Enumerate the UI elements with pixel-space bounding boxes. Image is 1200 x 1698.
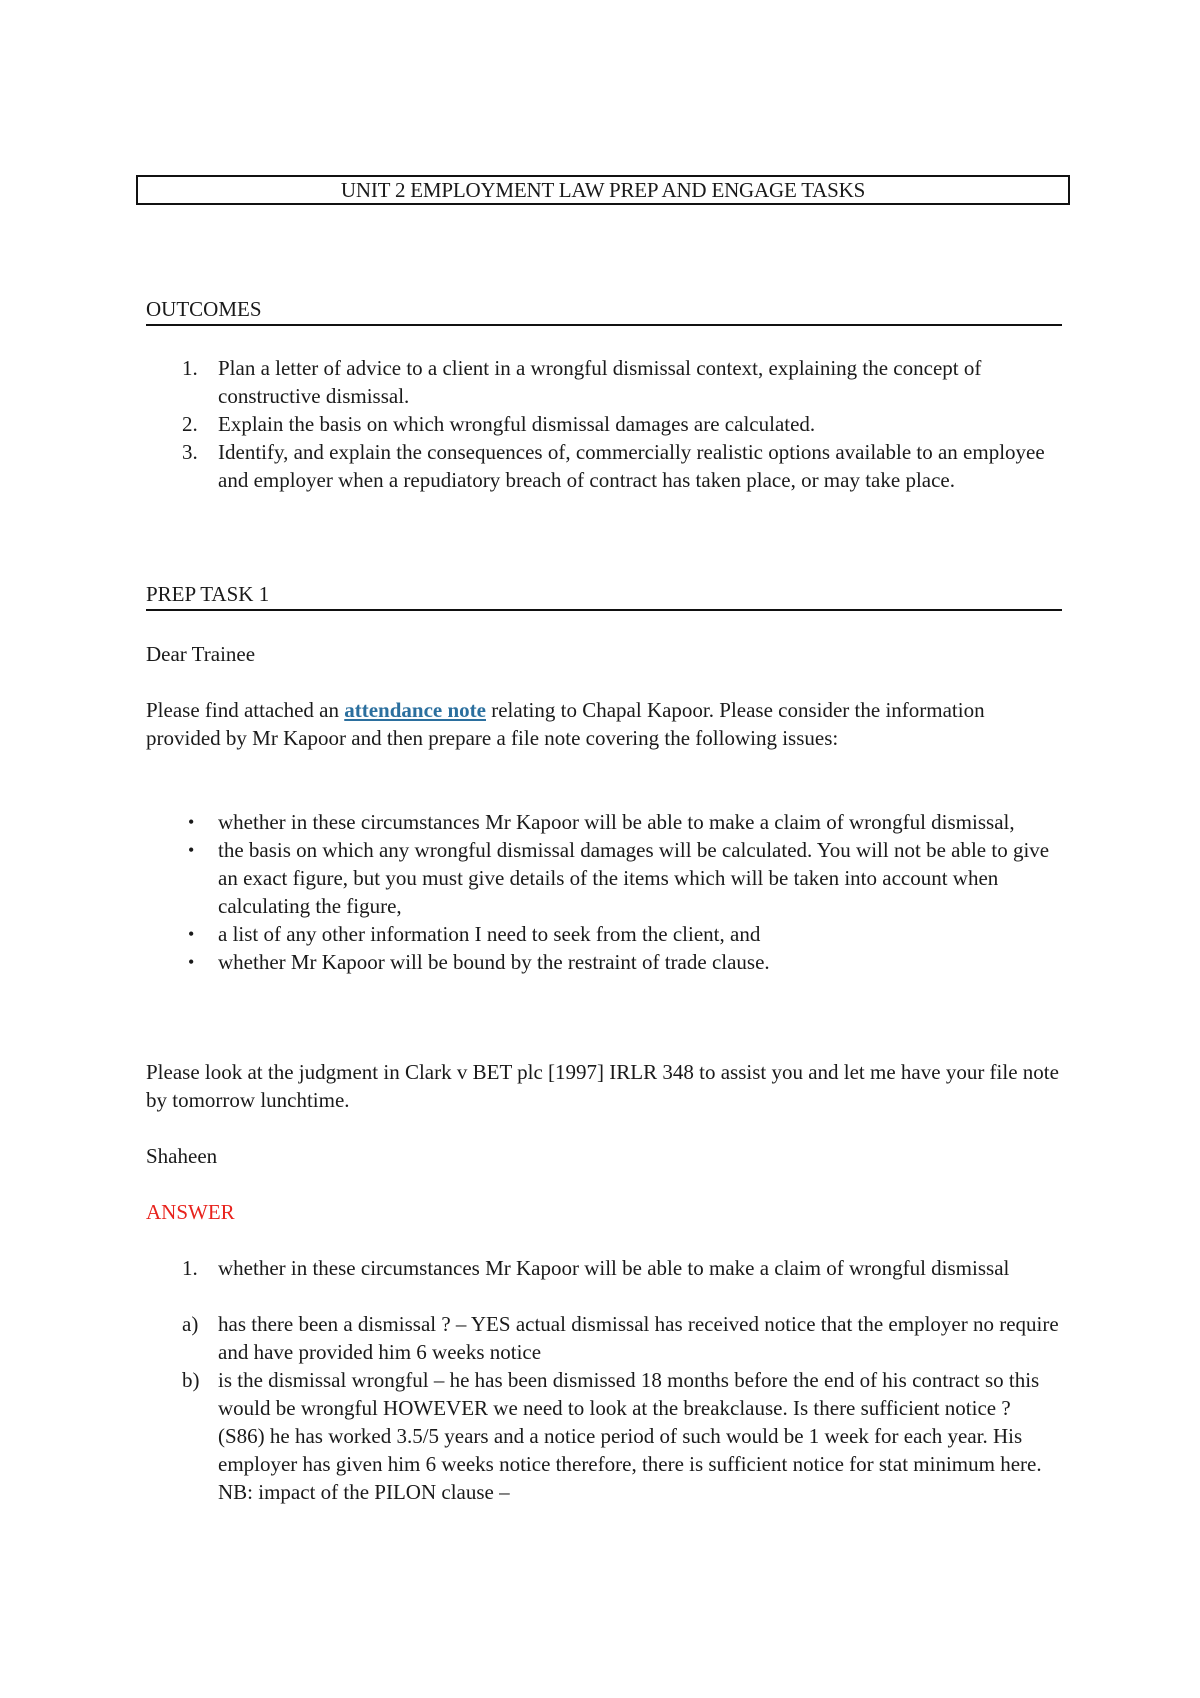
answer-subitem-text: is the dismissal wrongful – he has been dismissed 18 months before the end of his contract so this would be wrongful HOWEVER we need to look at the breakclause. Is there sufficient notice ? (S86) he has worked 3.5/5 years and a notice period of such would be 1 week for each year. His employer has given him 6 weeks notice therefore, there is sufficient notice for stat minimum here. NB: impact of the PILON clause – xyxy=(218,1368,1042,1504)
outcome-item xyxy=(146,354,1062,410)
issues-list xyxy=(146,808,1062,976)
issue-item xyxy=(146,836,1062,920)
salutation: Dear Trainee xyxy=(146,642,256,666)
issue-item xyxy=(146,920,1062,948)
list-marker: 1. xyxy=(182,356,198,380)
outcome-text: Identify, and explain the consequences of, commercially realistic options available to an employee and employer when a repudiatory breach of contract has taken place, or may take place. xyxy=(218,440,1045,492)
issue-item xyxy=(146,808,1062,836)
issue-text: whether in these circumstances Mr Kapoor will be able to make a claim of wrongful dismissal, xyxy=(218,810,1015,834)
answer-subitem xyxy=(146,1366,1062,1506)
bullet-marker: • xyxy=(188,924,195,944)
answer-numbered-list xyxy=(146,1254,1062,1282)
list-marker: a) xyxy=(182,1312,199,1336)
intro-paragraph xyxy=(146,696,1062,752)
outcome-item xyxy=(146,410,1062,438)
closing-paragraph: Please look at the judgment in Clark v BET plc [1997] IRLR 348 to assist you and let me have your file note by tomorrow lunchtime. xyxy=(146,1060,1059,1112)
bullet-marker: • xyxy=(188,952,195,972)
intro-text-after: relating to Chapal Kapoor. Please consider the information provided by Mr Kapoor and then prepare a file note covering the following issues: xyxy=(146,698,985,750)
document-title: UNIT 2 EMPLOYMENT LAW PREP AND ENGAGE TASKS xyxy=(136,175,1070,205)
outcomes-list xyxy=(146,354,1062,494)
answer-heading: ANSWER xyxy=(146,1200,235,1224)
answer-subitem-text: has there been a dismissal ? – YES actual dismissal has received notice that the employer no require and have provided him 6 weeks notice xyxy=(218,1312,1059,1364)
outcomes-heading: OUTCOMES xyxy=(146,295,1062,326)
list-marker: 2. xyxy=(182,412,198,436)
intro-text-before: Please find attached an xyxy=(146,698,345,722)
issue-text: whether Mr Kapoor will be bound by the restraint of trade clause. xyxy=(218,950,770,974)
outcome-item xyxy=(146,438,1062,494)
answer-lettered-list xyxy=(146,1310,1062,1506)
bullet-marker: • xyxy=(188,812,195,832)
attendance-note-link[interactable]: attendance note xyxy=(344,698,486,722)
list-marker: 3. xyxy=(182,440,198,464)
answer-item xyxy=(146,1254,1062,1282)
signature: Shaheen xyxy=(146,1144,218,1168)
answer-item-text: whether in these circumstances Mr Kapoor will be able to make a claim of wrongful dismissal xyxy=(218,1256,1010,1280)
issue-item xyxy=(146,948,1062,976)
issue-text: the basis on which any wrongful dismissal damages will be calculated. You will not be able to give an exact figure, but you must give details of the items which will be taken into account when calculating the figure, xyxy=(218,838,1050,918)
list-marker: 1. xyxy=(182,1256,198,1280)
outcome-text: Plan a letter of advice to a client in a wrongful dismissal context, explaining the concept of constructive dismissal. xyxy=(218,356,982,408)
bullet-marker: • xyxy=(188,840,195,860)
list-marker: b) xyxy=(182,1368,200,1392)
outcome-text: Explain the basis on which wrongful dismissal damages are calculated. xyxy=(218,412,816,436)
issue-text: a list of any other information I need to seek from the client, and xyxy=(218,922,761,946)
answer-subitem xyxy=(146,1310,1062,1366)
prep-task-heading: PREP TASK 1 xyxy=(146,580,1062,611)
